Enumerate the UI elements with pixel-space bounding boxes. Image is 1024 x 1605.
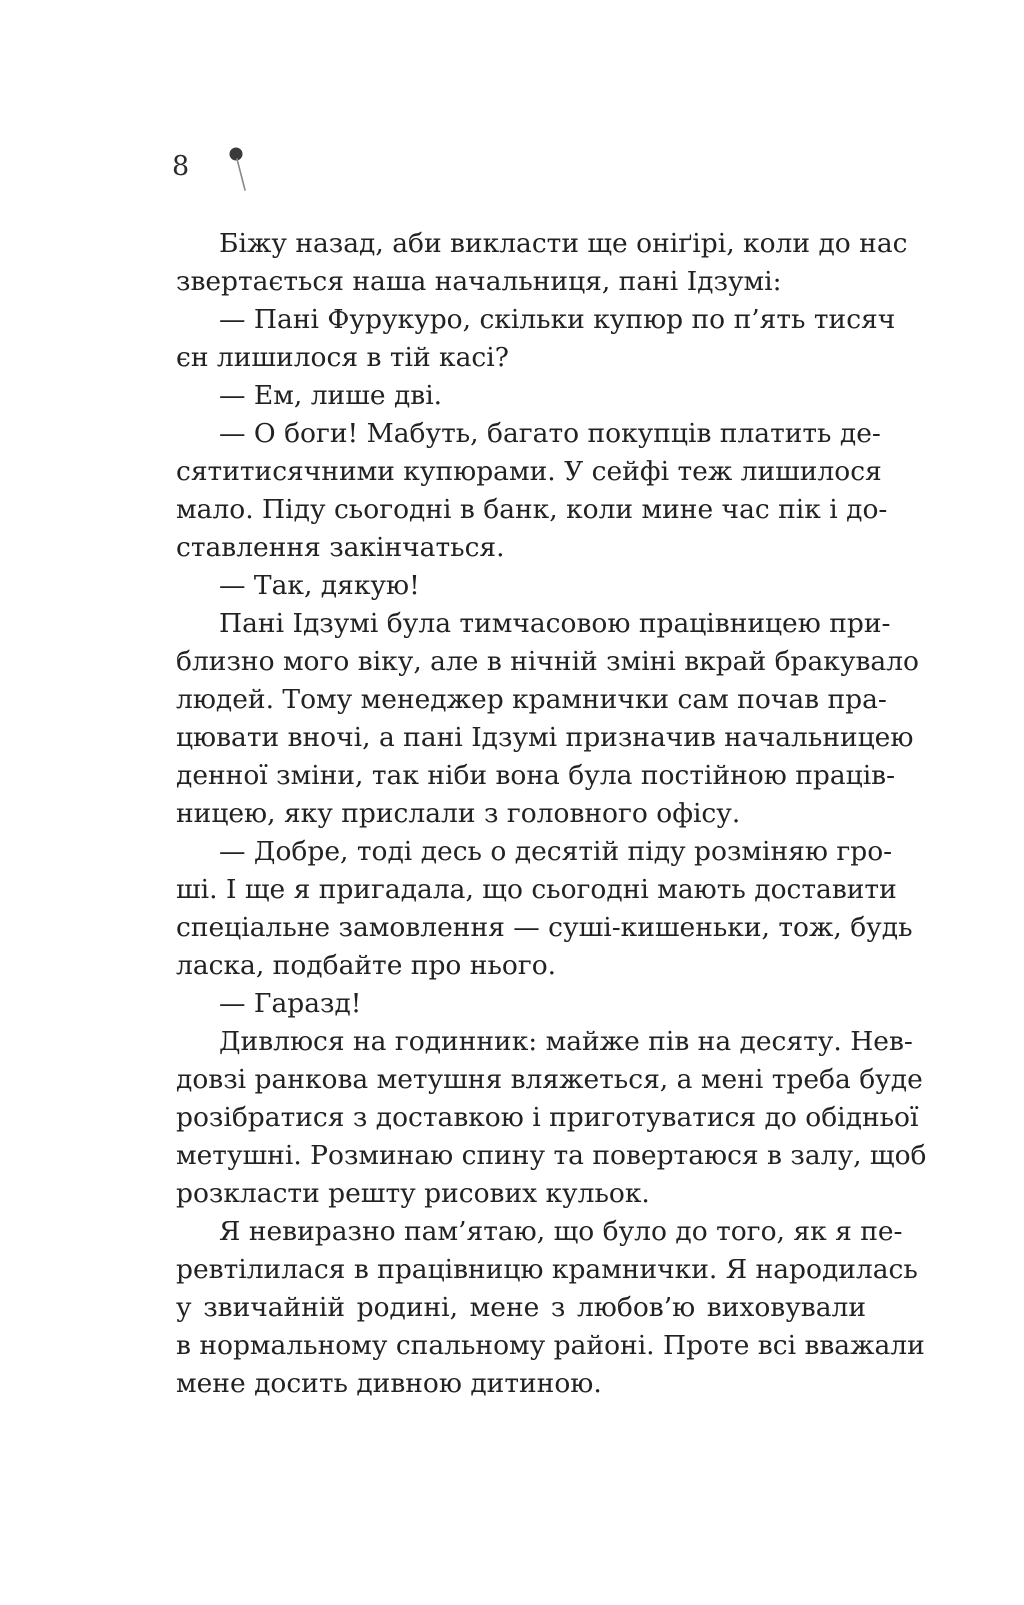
- paragraph: [176, 567, 866, 605]
- text-line: — Гаразд!: [219, 988, 362, 1019]
- paragraph: [176, 1023, 927, 1213]
- text-line: спеціальне замовлення — суші-кишеньки, тож, будь: [176, 912, 913, 943]
- pin-icon: [226, 146, 256, 196]
- text-line: цювати вночі, а пані Ідзумі призначив начальницею: [176, 722, 914, 753]
- text-line: ші. І ще я пригадала, що сьогодні мають доставити: [176, 874, 897, 905]
- text-line: єн лишилося в тій касі?: [176, 342, 509, 373]
- text-line: — Добре, тоді десь о десятій піду розміняю гро-: [219, 836, 893, 867]
- text-line: ницею, яку прислали з головного офісу.: [176, 798, 741, 829]
- text-line: довзі ранкова метушня вляжеться, а мені треба буде: [176, 1064, 923, 1095]
- text-line: Дивлюся на годинник: майже пів на десяту. Нев-: [219, 1026, 913, 1057]
- text-line: метушні. Розминаю спину та повертаюся в залу, щоб: [176, 1140, 927, 1171]
- paragraph: [176, 415, 888, 567]
- text-line: денної зміни, так ніби вона була постійною праців-: [176, 760, 896, 791]
- text-line: звертається наша начальниця, пані Ідзумі:: [176, 266, 782, 297]
- paragraph: [176, 985, 866, 1023]
- text-line: ставлення закінчаться.: [176, 532, 505, 563]
- text-line: близно мого віку, але в нічній зміні вкрай бракувало: [176, 646, 919, 677]
- paragraph: [176, 377, 866, 415]
- text-line: в нормальному спальному районі. Проте всі вважали: [176, 1330, 925, 1361]
- text-line: мене досить дивною дитиною.: [176, 1368, 602, 1399]
- paragraph: [176, 225, 908, 301]
- text-line: Я невиразно пам’ятаю, що було до того, як я пе-: [219, 1216, 903, 1247]
- text-line: Біжу назад, аби викласти ще оніґірі, коли до нас: [219, 228, 908, 259]
- paragraph: [176, 833, 913, 985]
- text-line: ревтілилася в працівницю крамнички. Я народилась: [176, 1254, 918, 1285]
- text-line: розібратися з доставкою і приготуватися до обідньої: [176, 1102, 919, 1133]
- text-line: розкласти решту рисових кульок.: [176, 1178, 650, 1209]
- text-line: Пані Ідзумі була тимчасовою працівницею при-: [219, 608, 891, 639]
- paragraph: [176, 301, 896, 377]
- paragraph: [176, 605, 919, 833]
- page-number: 8: [172, 151, 190, 182]
- text-line: мало. Піду сьогодні в банк, коли мине час пік і до-: [176, 494, 888, 525]
- text-line: — Так, дякую!: [219, 570, 420, 601]
- text-line: ласка, подбайте про нього.: [176, 950, 557, 981]
- paragraph: [176, 1213, 925, 1403]
- text-line: сятитисячними купюрами. У сейфі теж лишилося: [176, 456, 882, 487]
- body-text: [176, 225, 927, 1403]
- text-line: — О боги! Мабуть, багато покупців платить де-: [219, 418, 881, 449]
- text-line: у звичайній родині, мене з любов’ю виховували: [176, 1292, 866, 1323]
- text-line: людей. Тому менеджер крамнички сам почав пра-: [176, 684, 887, 715]
- text-line: — Пані Фурукуро, скільки купюр по п’ять тисяч: [219, 304, 896, 335]
- text-line: — Ем, лише дві.: [219, 380, 443, 411]
